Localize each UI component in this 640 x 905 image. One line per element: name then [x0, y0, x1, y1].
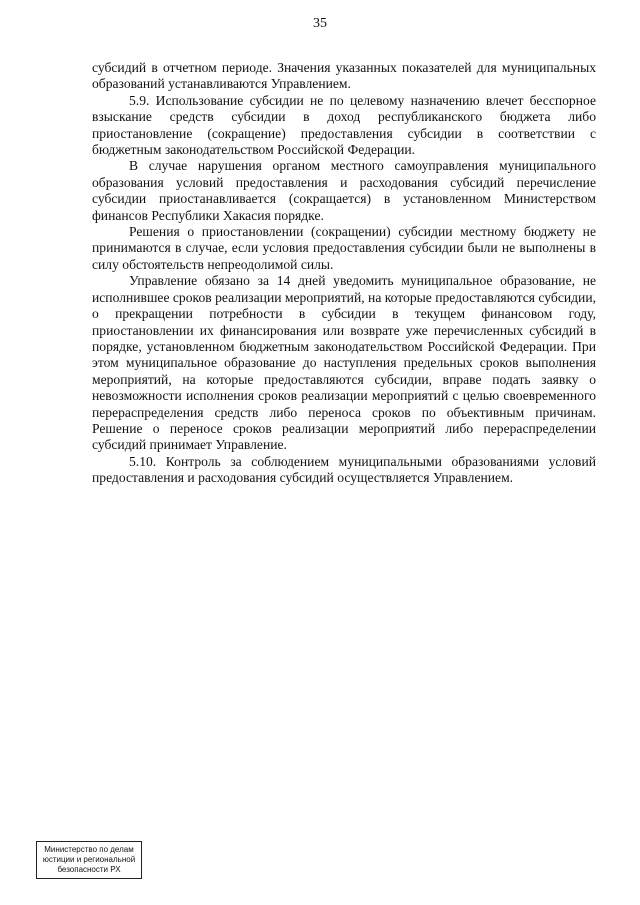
document-body [92, 60, 596, 487]
paragraph-continuation: субсидий в отчетном периоде. Значения указанных показателей для муниципальных образований устанавливаются Управлением. [92, 60, 596, 92]
paragraph-violation: В случае нарушения органом местного самоуправления муниципального образования условий предоставления и расходования субсидий перечисление субсидии приостанавливается (сокращается) в установленном Министерством финансов Республики Хакасия порядке. [92, 158, 596, 223]
paragraph-5-10: 5.10. Контроль за соблюдением муниципальными образованиями условий предоставления и расходования субсидий осуществляется Управлением. [92, 453, 596, 486]
paragraph-force-majeure: Решения о приостановлении (сокращении) субсидии местному бюджету не принимаются в случае, если условия предоставления субсидии были не выполнены в силу обстоятельств непреодолимой силы. [92, 224, 596, 272]
paragraph-5-9: 5.9. Использование субсидии не по целевому назначению влечет бесспорное взыскание средств субсидии в доход республиканского бюджета либо приостановление (сокращение) предоставления субсидии в соответствии с бюджетным законодательством Российской Федерации. [92, 92, 596, 158]
ministry-stamp [36, 841, 142, 879]
page-number: 35 [313, 16, 327, 31]
stamp-line-2: юстиции и региональной [42, 855, 136, 864]
stamp-line-3: безопасности РХ [57, 865, 121, 874]
stamp-line-1: Министерство по делам [44, 845, 134, 854]
paragraph-notification: Управление обязано за 14 дней уведомить муниципальное образование, не исполнившее сроков реализации мероприятий, на которые предоставляются субсидии, о прекращении потребности в субсидии в текущем финансовом году, приостановлении их финансирования или возврате уже перечисленных субсидий в порядке, установленном бюджетным законодательством Российской Федерации. При этом муниципальное образование до наступления предельных сроков выполнения мероприятий, на которые предоставляются субсидии, вправе подать заявку о невозможности исполнения сроков реализации мероприятий с целью своевременного перераспределения средств либо переноса сроков по объективным причинам. Решение о переносе сроков реализации мероприятий либо перераспределении субсидий принимает Управление. [92, 273, 596, 453]
